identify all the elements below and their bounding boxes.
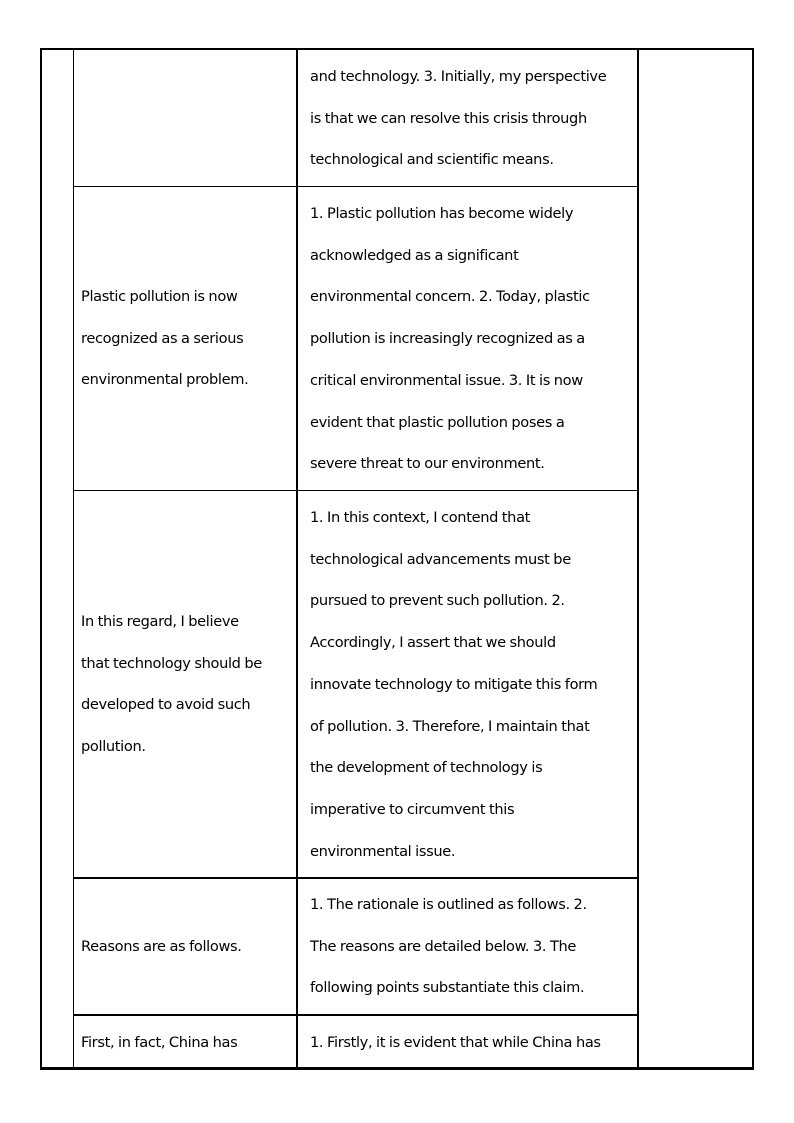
table-top-border bbox=[40, 48, 754, 50]
text-line: pollution is increasingly recognized as a bbox=[310, 330, 585, 348]
text-line: acknowledged as a significant bbox=[310, 246, 519, 264]
text-line: environmental problem. bbox=[81, 371, 249, 389]
text-line: environmental issue. bbox=[310, 842, 456, 860]
text-line: technological advancements must be bbox=[310, 550, 571, 568]
text-line: evident that plastic pollution poses a bbox=[310, 413, 565, 431]
text-line: that technology should be bbox=[81, 654, 262, 672]
column-divider-source bbox=[296, 48, 298, 1069]
text-line: pursued to prevent such pollution. 2. bbox=[310, 592, 565, 610]
text-line: 1. Plastic pollution has become widely bbox=[310, 205, 574, 222]
text-line: severe threat to our environment. bbox=[310, 455, 545, 473]
paraphrase-cell bbox=[310, 497, 636, 872]
text-line: and technology. 3. Initially, my perspective bbox=[310, 68, 607, 85]
text-line: The reasons are detailed below. 3. The bbox=[310, 937, 577, 955]
source-sentence-cell bbox=[81, 276, 295, 401]
text-line: Plastic pollution is now bbox=[81, 288, 238, 305]
text-line: the development of technology is bbox=[310, 759, 543, 777]
row-divider bbox=[73, 1014, 639, 1016]
text-line: Reasons are as follows. bbox=[81, 938, 242, 955]
row-divider bbox=[73, 877, 639, 879]
column-divider-index bbox=[73, 48, 74, 1069]
text-line: imperative to circumvent this bbox=[310, 800, 515, 818]
text-line: In this regard, I believe bbox=[81, 613, 239, 630]
text-line: Accordingly, I assert that we should bbox=[310, 634, 556, 652]
text-line: First, in fact, China has bbox=[81, 1034, 238, 1051]
text-line: pollution. bbox=[81, 738, 146, 756]
paraphrase-cell bbox=[310, 193, 636, 485]
paraphrase-cell bbox=[310, 884, 636, 1009]
text-line: 1. Firstly, it is evident that while China has bbox=[310, 1034, 601, 1051]
row-divider bbox=[73, 490, 639, 491]
text-line: recognized as a serious bbox=[81, 329, 244, 347]
text-line: environmental concern. 2. Today, plastic bbox=[310, 288, 590, 306]
text-line: developed to avoid such bbox=[81, 696, 251, 714]
row-divider bbox=[73, 186, 639, 187]
text-line: 1. The rationale is outlined as follows. 2. bbox=[310, 896, 587, 913]
source-sentence-cell bbox=[81, 926, 295, 968]
table-right-border bbox=[752, 48, 754, 1069]
text-line: technological and scientific means. bbox=[310, 151, 554, 169]
source-sentence-cell bbox=[81, 601, 295, 768]
paraphrase-cell bbox=[310, 1022, 636, 1064]
text-line: critical environmental issue. 3. It is now bbox=[310, 371, 583, 389]
text-line: 1. In this context, I contend that bbox=[310, 509, 531, 526]
column-divider-paraphrase bbox=[637, 48, 639, 1069]
text-line: innovate technology to mitigate this form bbox=[310, 675, 598, 693]
source-sentence-cell bbox=[81, 1022, 295, 1064]
table-bottom-border bbox=[40, 1068, 754, 1070]
text-line: of pollution. 3. Therefore, I maintain that bbox=[310, 717, 590, 735]
paraphrase-cell bbox=[310, 56, 636, 181]
text-line: is that we can resolve this crisis through bbox=[310, 109, 587, 127]
text-line: following points substantiate this claim. bbox=[310, 979, 585, 997]
